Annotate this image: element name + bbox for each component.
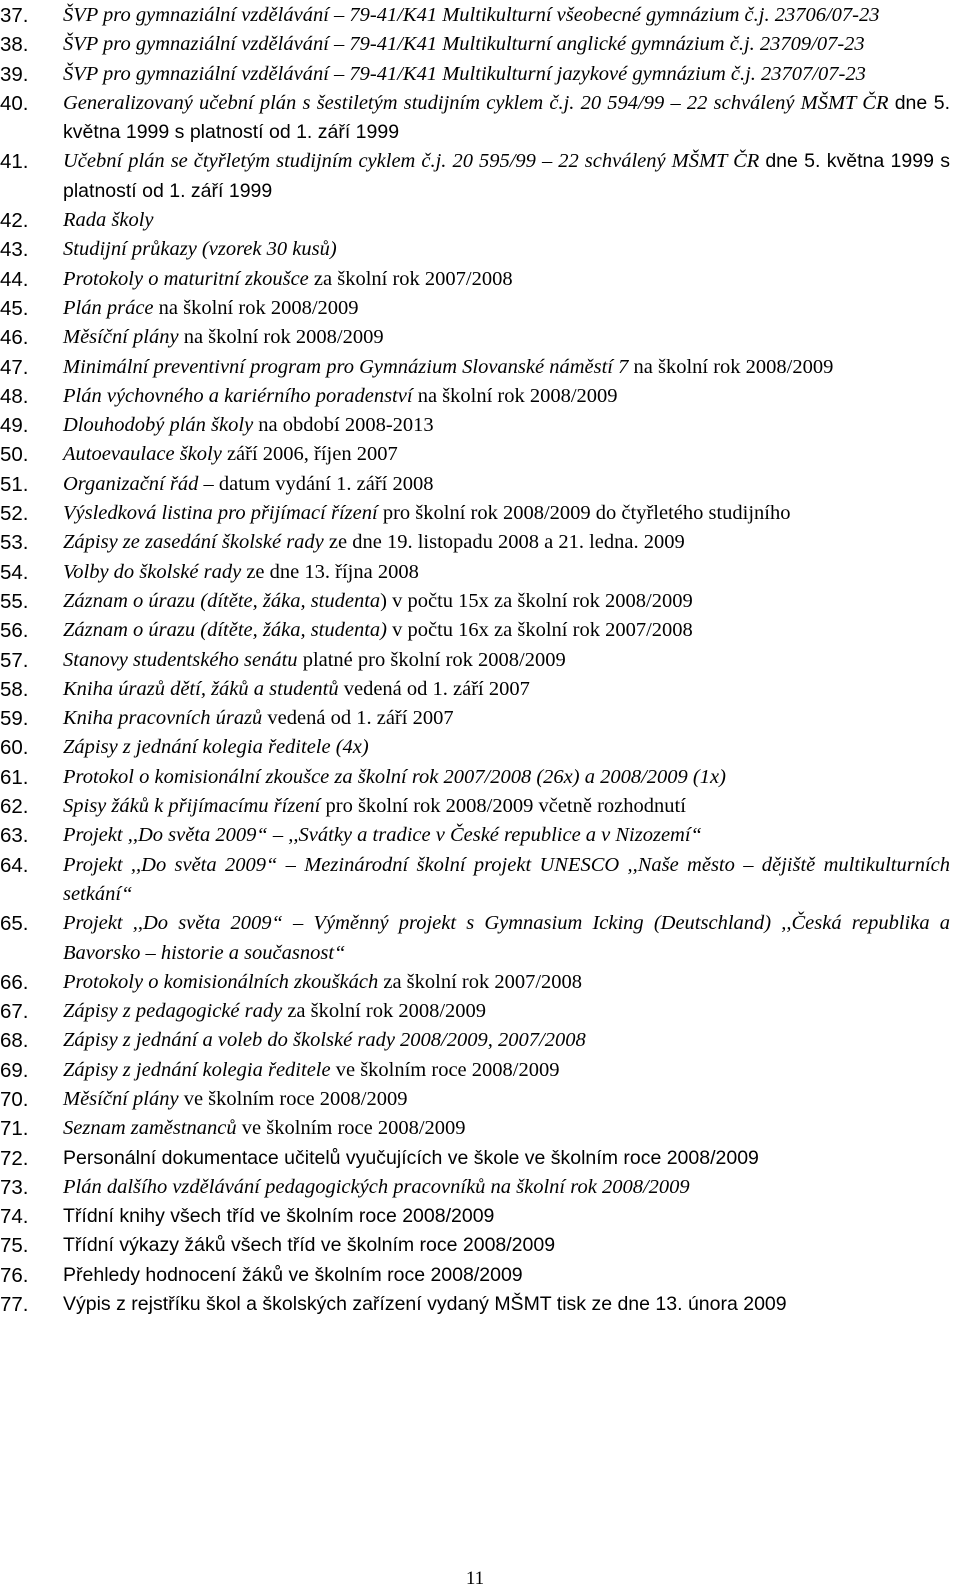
item-title-italic: Měsíční plány [63, 326, 179, 349]
list-item [0, 440, 950, 469]
item-title-italic: Organizační řád [63, 472, 199, 495]
list-item [0, 206, 950, 235]
item-title-italic: ŠVP pro gymnaziální vzdělávání – 79-41/K41 Multikulturní jazykové gymnázium č.j. 23707/07-23 [63, 62, 866, 85]
item-text [63, 326, 384, 348]
item-title-italic: Kniha úrazů dětí, žáků a studentů [63, 677, 339, 700]
item-text [63, 561, 419, 583]
item-detail: platné pro školní rok 2008/2009 [297, 648, 566, 671]
item-number: 38. [0, 33, 29, 57]
item-text [63, 707, 454, 729]
page-number: 11 [465, 1568, 485, 1589]
item-text [63, 912, 950, 963]
item-detail: v počtu 16x za školní rok 2007/2008 [387, 619, 693, 642]
list-item [0, 30, 950, 59]
list-item [0, 1056, 950, 1085]
item-text [63, 1059, 559, 1081]
item-text [63, 443, 398, 465]
list-item [0, 1290, 950, 1319]
item-detail: Přehledy hodnocení žáků ve školním roce 2008/2009 [63, 1263, 523, 1286]
item-number: 42. [0, 209, 29, 233]
list-item [0, 1231, 950, 1260]
item-number: 37. [0, 4, 29, 27]
item-title-italic: Projekt ,,Do světa 2009“ – Výměnný projekt s Gymnasium Icking (Deutschland) ,,Česká republika a Bavorsko – historie a současnost“ [63, 912, 950, 964]
item-text [63, 385, 618, 407]
item-number: 71. [0, 1117, 29, 1141]
item-text [63, 795, 686, 817]
item-detail: ) v počtu 15x za školní rok 2008/2009 [380, 589, 693, 612]
item-number: 62. [0, 795, 29, 819]
list-item [0, 646, 950, 675]
item-number: 74. [0, 1205, 29, 1229]
list-item [0, 470, 950, 499]
item-detail: vedená od 1. září 2007 [262, 707, 454, 730]
item-title-italic: Projekt ,,Do světa 2009“ – ,,Svátky a tradice v České republice a v Nizozemí“ [63, 824, 702, 847]
item-title-italic: Zápisy z jednání a voleb do školské rady 2008/2009, 2007/2008 [63, 1029, 586, 1052]
item-number: 70. [0, 1087, 29, 1111]
item-text [63, 209, 154, 231]
item-detail: Třídní knihy všech tříd ve školním roce 2008/2009 [63, 1205, 495, 1228]
item-number: 50. [0, 443, 29, 467]
item-number: 49. [0, 414, 29, 438]
item-number: 40. [0, 91, 29, 115]
list-item [0, 60, 950, 89]
item-detail: – datum vydání 1. září 2008 [198, 472, 434, 495]
item-number: 65. [0, 912, 29, 936]
item-detail: ve školním roce 2008/2009 [178, 1087, 408, 1110]
item-detail: za školní rok 2007/2008 [378, 970, 583, 993]
item-title-italic: Projekt ,,Do světa 2009“ – Mezinárodní školní projekt UNESCO ,,Naše město – dějiště multikulturních setkání“ [63, 853, 950, 905]
list-item [0, 499, 950, 528]
item-title-italic: Spisy žáků k přijímacímu řízení [63, 795, 321, 818]
list-item [0, 265, 950, 294]
item-detail: září 2006, říjen 2007 [221, 443, 398, 466]
item-text [63, 1176, 690, 1198]
item-text [63, 297, 359, 319]
list-item [0, 1085, 950, 1114]
item-text [63, 1000, 486, 1022]
item-number: 46. [0, 326, 29, 350]
item-text [63, 1264, 523, 1286]
item-title-italic: Zápisy z pedagogické rady [63, 1000, 283, 1023]
item-title-italic: Měsíční plány [63, 1087, 179, 1110]
item-text [63, 1147, 759, 1169]
item-detail: za školní rok 2007/2008 [308, 267, 513, 290]
item-title-italic: Učební plán se čtyřletým studijním cyklem č.j. 20 595/99 – 22 schválený MŠMT ČR [63, 150, 766, 173]
list-item [0, 997, 950, 1026]
list-item [0, 1202, 950, 1231]
item-title-italic: Studijní průkazy (vzorek 30 kusů) [63, 238, 337, 261]
list-item [0, 733, 950, 762]
list-item [0, 1144, 950, 1173]
item-text [63, 531, 685, 553]
item-title-italic: Zápisy z jednání kolegia ředitele (4x) [63, 736, 369, 759]
list-item [0, 235, 950, 264]
item-number: 66. [0, 970, 29, 994]
item-title-italic: Kniha pracovních úrazů [63, 707, 263, 730]
item-number: 60. [0, 736, 29, 760]
item-detail: ze dne 19. listopadu 2008 a 21. ledna. 2009 [323, 531, 685, 554]
list-item [0, 89, 950, 148]
item-title-italic: Výsledková listina pro přijímací řízení [63, 502, 378, 525]
item-text [63, 854, 950, 905]
list-item [0, 616, 950, 645]
item-number: 53. [0, 531, 29, 555]
item-number: 59. [0, 707, 29, 731]
item-text [63, 150, 950, 201]
item-text [63, 1088, 407, 1110]
item-detail: ze dne 13. října 2008 [241, 560, 419, 583]
item-number: 52. [0, 502, 29, 526]
item-text [63, 238, 337, 260]
item-text [63, 1029, 586, 1051]
item-title-italic: ŠVP pro gymnaziální vzdělávání – 79-41/K41 Multikulturní anglické gymnázium č.j. 23709/07-23 [63, 33, 865, 56]
item-text [63, 736, 369, 758]
list-item [0, 294, 950, 323]
item-title-italic: Stanovy studentského senátu [63, 648, 298, 671]
item-detail: vedená od 1. září 2007 [338, 677, 530, 700]
item-title-italic: Plán práce [63, 296, 154, 319]
item-title-italic: Seznam zaměstnanců [63, 1117, 237, 1140]
item-title-italic: Protokoly o komisionálních zkouškách [63, 970, 379, 993]
item-text [63, 824, 702, 846]
list-item [0, 382, 950, 411]
item-number: 76. [0, 1263, 29, 1287]
item-text [63, 649, 566, 671]
item-text [63, 1117, 466, 1139]
item-number: 56. [0, 619, 29, 643]
item-detail: Personální dokumentace učitelů vyučujících ve škole ve školním roce 2008/2009 [63, 1146, 759, 1169]
item-text [63, 1293, 787, 1315]
list-item [0, 558, 950, 587]
item-title-italic: ŠVP pro gymnaziální vzdělávání – 79-41/K41 Multikulturní všeobecné gymnázium č.j. 23706/07-23 [63, 4, 880, 26]
list-item [0, 323, 950, 352]
item-title-italic: Plán výchovného a kariérního poradenství [63, 384, 413, 407]
item-detail: dne 5. května 1999 s platností od 1. září 1999 [63, 91, 950, 144]
item-number: 61. [0, 765, 29, 789]
item-detail: pro školní rok 2008/2009 do čtyřletého studijního [377, 502, 791, 525]
item-text [63, 619, 693, 641]
item-text [63, 63, 866, 85]
item-number: 43. [0, 238, 29, 262]
item-title-italic: Volby do školské rady [63, 560, 242, 583]
item-text [63, 33, 865, 55]
item-number: 63. [0, 824, 29, 848]
list-item [0, 792, 950, 821]
item-number: 45. [0, 296, 29, 320]
item-detail: na školní rok 2008/2009 [178, 326, 384, 349]
list-item [0, 1173, 950, 1202]
item-text [63, 92, 950, 143]
item-title-italic: Zápisy ze zasedání školské rady [63, 531, 324, 554]
item-detail: Výpis z rejstříku škol a školských zařízení vydaný MŠMT tisk ze dne 13. února 2009 [63, 1293, 787, 1316]
item-detail: na školní rok 2008/2009 [412, 384, 618, 407]
item-title-italic: Zápisy z jednání kolegia ředitele [63, 1058, 331, 1081]
item-number: 57. [0, 648, 29, 672]
item-detail: dne 5. května 1999 s platností od 1. září 1999 [63, 150, 950, 202]
item-title-italic: Plán dalšího vzdělávání pedagogických pracovníků na školní rok 2008/2009 [63, 1175, 690, 1198]
item-text [63, 502, 791, 524]
item-number: 47. [0, 355, 29, 379]
item-title-italic: Minimální preventivní program pro Gymnázium Slovanské náměstí 7 [63, 355, 629, 378]
item-detail: na školní rok 2008/2009 [628, 355, 834, 378]
item-title-italic: Autoevaulace školy [63, 443, 222, 466]
list-item [0, 1026, 950, 1055]
list-item [0, 1114, 950, 1143]
item-text [63, 1234, 555, 1256]
item-detail: za školní rok 2008/2009 [282, 1000, 487, 1023]
item-number: 67. [0, 1000, 29, 1024]
item-text [63, 473, 433, 495]
item-number: 68. [0, 1029, 29, 1053]
item-detail: pro školní rok 2008/2009 včetně rozhodnutí [320, 795, 686, 818]
list-item [0, 821, 950, 850]
item-text [63, 356, 833, 378]
item-number: 54. [0, 560, 29, 584]
item-number: 72. [0, 1146, 29, 1170]
item-title-italic: Generalizovaný učební plán s šestiletým studijním cyklem č.j. 20 594/99 – 22 schválený MŠMT ČR [63, 91, 895, 114]
item-number: 41. [0, 150, 29, 174]
list-item [0, 704, 950, 733]
list-item [0, 411, 950, 440]
item-text [63, 971, 582, 993]
item-number: 44. [0, 267, 29, 291]
list-item [0, 147, 950, 206]
item-title-italic: Dlouhodobý plán školy [63, 414, 254, 437]
item-detail: na období 2008-2013 [253, 414, 434, 437]
item-detail: Třídní výkazy žáků všech tříd ve školním roce 2008/2009 [63, 1234, 556, 1257]
item-number: 69. [0, 1058, 29, 1082]
item-number: 64. [0, 853, 29, 877]
item-title-italic: Protokol o komisionální zkoušce za školní rok 2007/2008 (26x) a 2008/2009 (1x) [63, 765, 726, 788]
item-number: 58. [0, 677, 29, 701]
list-item [0, 968, 950, 997]
item-number: 39. [0, 62, 29, 86]
item-text [63, 268, 513, 290]
list-item [0, 909, 950, 968]
item-text [63, 4, 879, 26]
item-text [63, 1205, 494, 1227]
list-item [0, 353, 950, 382]
item-text [63, 678, 530, 700]
document-list [0, 1, 950, 1319]
item-text [63, 766, 726, 788]
item-number: 75. [0, 1234, 29, 1258]
item-number: 73. [0, 1175, 29, 1199]
item-text [63, 414, 434, 436]
list-item [0, 851, 950, 910]
item-detail: ve školním roce 2008/2009 [236, 1117, 466, 1140]
list-item [0, 587, 950, 616]
item-detail: na školní rok 2008/2009 [153, 296, 359, 319]
item-title-italic: Záznam o úrazu (dítěte, žáka, studenta [63, 589, 381, 612]
item-detail: ve školním roce 2008/2009 [330, 1058, 560, 1081]
list-item [0, 763, 950, 792]
item-title-italic: Protokoly o maturitní zkoušce [63, 267, 309, 290]
list-item [0, 1, 950, 30]
item-title-italic: Rada školy [63, 209, 154, 232]
item-text [63, 590, 693, 612]
item-number: 55. [0, 589, 29, 613]
item-title-italic: Záznam o úrazu (dítěte, žáka, studenta) [63, 619, 387, 642]
list-item [0, 528, 950, 557]
item-number: 48. [0, 384, 29, 408]
list-item [0, 1261, 950, 1290]
item-number: 77. [0, 1293, 29, 1317]
list-item [0, 675, 950, 704]
item-number: 51. [0, 472, 29, 496]
